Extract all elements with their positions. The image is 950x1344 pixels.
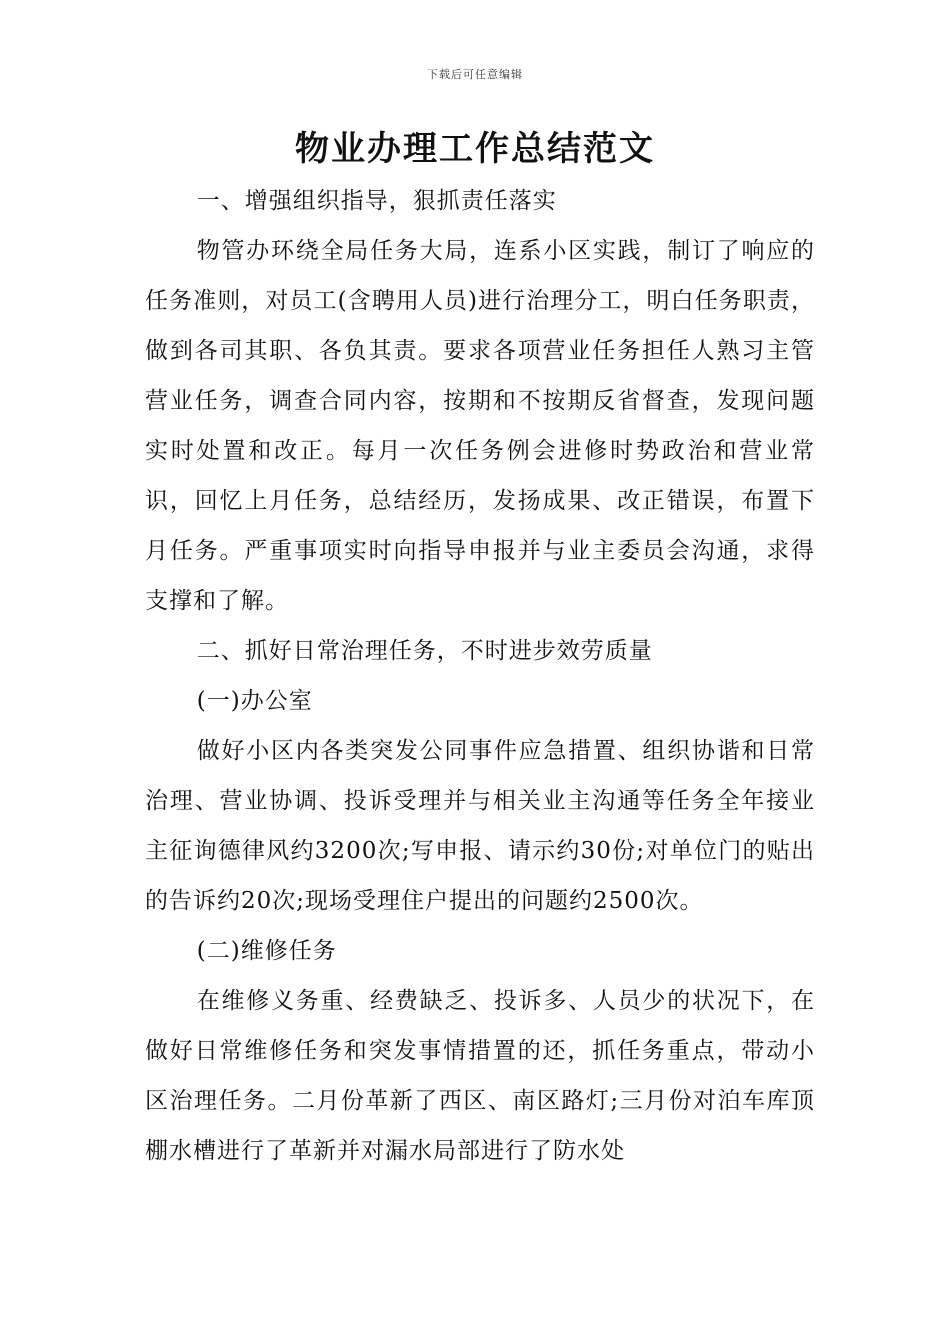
paragraph: 物管办环绕全局任务大局，连系小区实践，制订了响应的任务准则，对员工(含聘用人员)进行治理分工，明白任务职责，做到各司其职、各负其责。要求各项营业任务担任人熟习主管营业任务，调查合同内容，按期和不按期反省督查，发现问题实时处置和改正。每月一次任务例会进修时势政治和营业常识，回忆上月任务，总结经历，发扬成果、改正错误，布置下月任务。严重事项实时向指导申报并与业主委员会沟通，求得支撑和了解。 (145, 238, 815, 614)
subsection-heading-maintenance: (二)维修任务 (196, 938, 337, 964)
subsection-heading-office: (一)办公室 (196, 688, 313, 714)
header-note: 下载后可任意编辑 (427, 68, 523, 81)
document-body (145, 176, 815, 1176)
paragraph: 在维修义务重、经费缺乏、投诉多、人员少的状况下，在做好日常维修任务和突发事情措置的还，抓任务重点，带动小区治理任务。二月份革新了西区、南区路灯;三月份对泊车库顶棚水槽进行了革新并对漏水局部进行了防水处 (145, 988, 815, 1164)
document-title: 物业办理工作总结范文 (295, 129, 655, 169)
paragraph: 做好小区内各类突发公同事件应急措置、组织协谐和日常治理、营业协调、投诉受理并与相关业主沟通等任务全年接业主征询德律风约3200次;写申报、请示约30份;对单位门的贴出的告诉约20次;现场受理住户提出的问题约2500次。 (145, 738, 815, 914)
section-heading-1: 一、增强组织指导，狠抓责任落实 (196, 188, 557, 214)
section-heading-2: 二、抓好日常治理任务，不时进步效劳质量 (196, 638, 653, 664)
